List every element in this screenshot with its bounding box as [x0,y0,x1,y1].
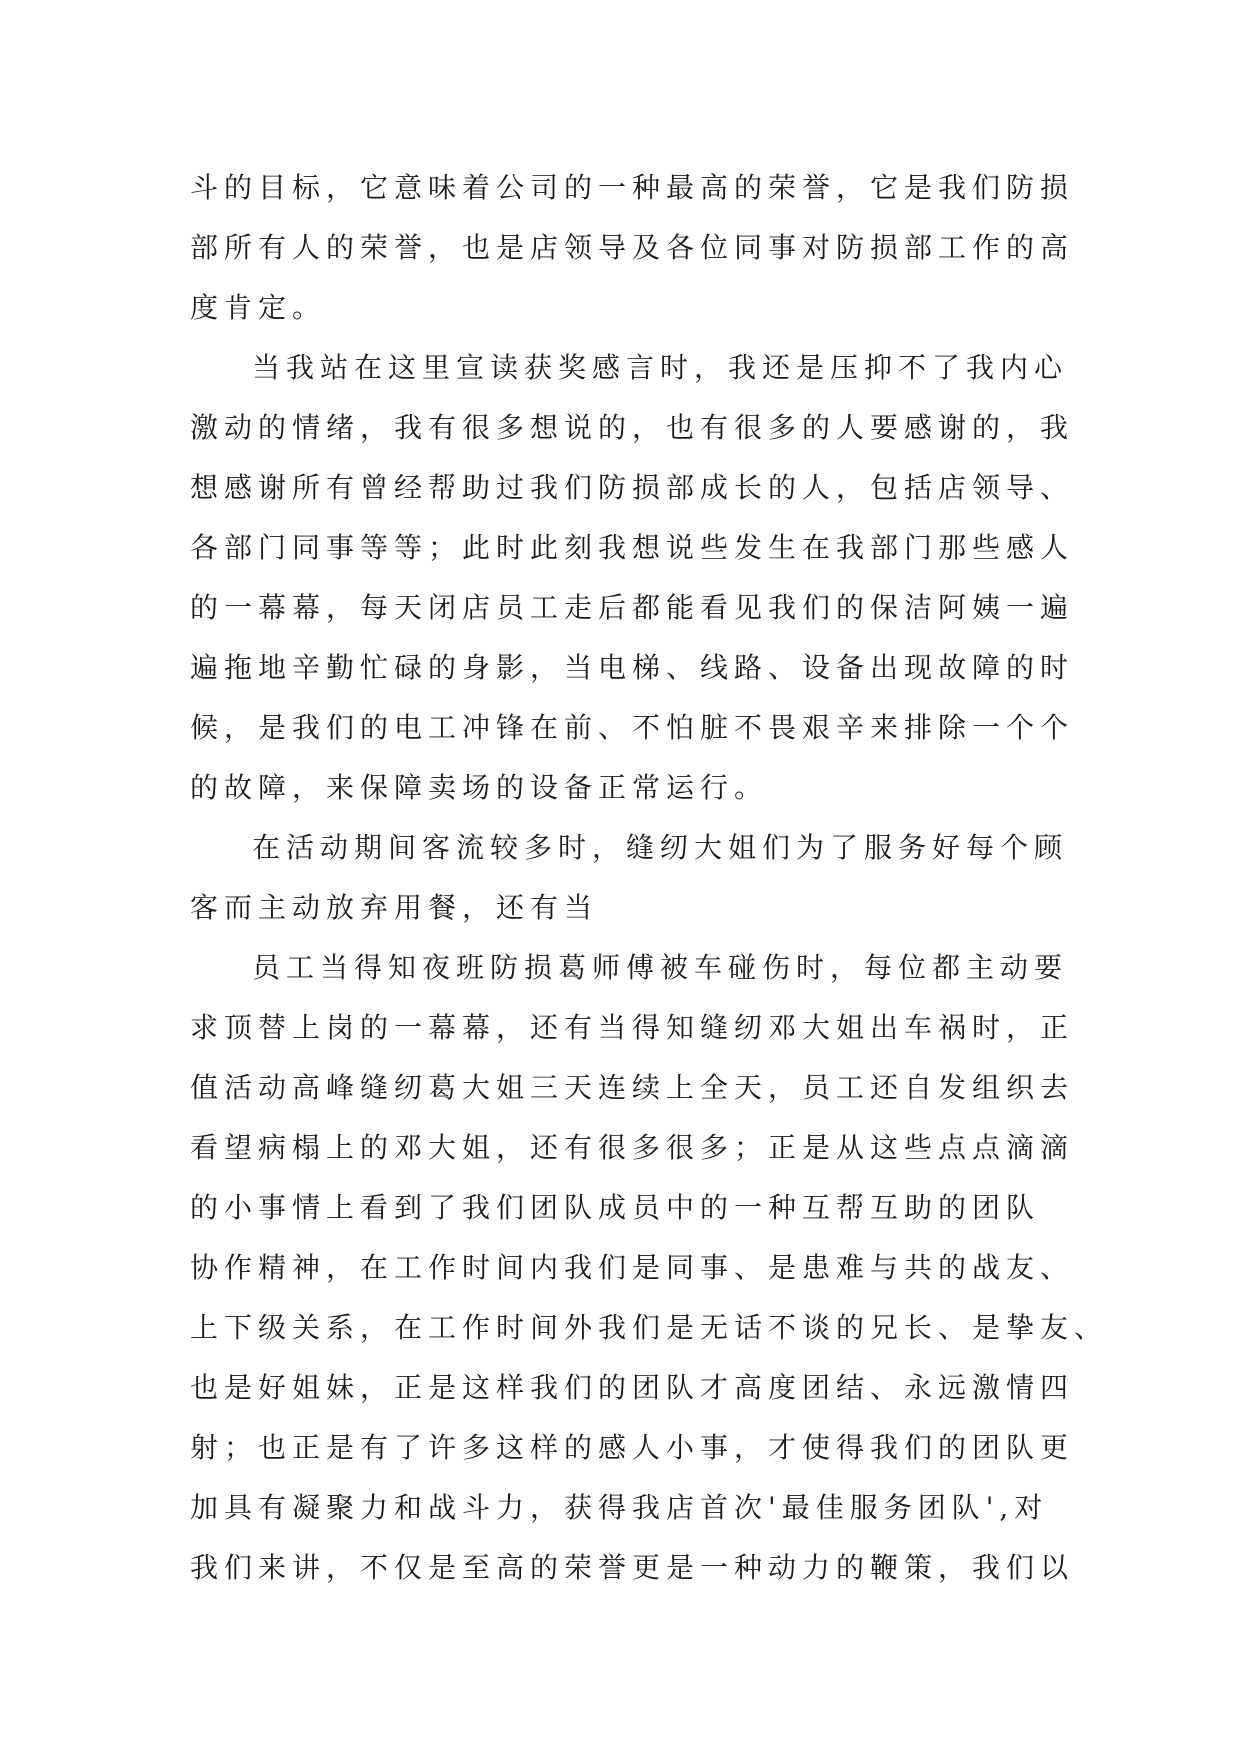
text-line: 值活动高峰缝纫葛大姐三天连续上全天，员工还自发组织去 [190,1071,1075,1104]
text-line: 的一幕幕，每天闭店员工走后都能看见我们的保洁阿姨一遍 [190,591,1075,624]
text-line: 部所有人的荣誉，也是店领导及各位同事对防损部工作的高 [190,231,1075,264]
paragraph-first-line: 当我站在这里宣读获奖感言时，我还是压抑不了我内心 [252,351,1069,384]
document-body [190,158,1109,1598]
text-line: 协作精神，在工作时间内我们是同事、是患难与共的战友、 [190,1251,1075,1284]
paragraph-first-line: 员工当得知夜班防损葛师傅被车碰伤时，每位都主动要 [252,951,1069,984]
text-line: 度肯定。 [190,291,327,324]
text-line: 我们来讲，不仅是至高的荣誉更是一种动力的鞭策，我们以 [190,1551,1075,1584]
text-line: 遍拖地辛勤忙碌的身影，当电梯、线路、设备出现故障的时 [190,651,1075,684]
text-line: 也是好姐妹，正是这样我们的团队才高度团结、永远激情四 [190,1371,1075,1404]
text-line: 射；也正是有了许多这样的感人小事，才使得我们的团队更 [190,1431,1075,1464]
text-line: 的小事情上看到了我们团队成员中的一种互帮互助的团队 [190,1191,1041,1224]
text-line: 求顶替上岗的一幕幕，还有当得知缝纫邓大姐出车祸时，正 [190,1011,1075,1044]
text-line: 的故障，来保障卖场的设备正常运行。 [190,771,769,804]
text-line: 客而主动放弃用餐，还有当 [190,891,599,924]
text-line: 斗的目标，它意味着公司的一种最高的荣誉，它是我们防损 [190,171,1075,204]
text-line: 看望病榻上的邓大姐，还有很多很多；正是从这些点点滴滴 [190,1131,1075,1164]
text-line: 候，是我们的电工冲锋在前、不怕脏不畏艰辛来排除一个个 [190,711,1075,744]
text-line: 上下级关系，在工作时间外我们是无话不谈的兄长、是挚友、 [190,1311,1109,1344]
text-line: 激动的情绪，我有很多想说的，也有很多的人要感谢的，我 [190,411,1075,444]
text-line: 加具有凝聚力和战斗力，获得我店首次'最佳服务团队',对 [190,1491,1049,1524]
text-line: 各部门同事等等；此时此刻我想说些发生在我部门那些感人 [190,531,1075,564]
text-line: 想感谢所有曾经帮助过我们防损部成长的人，包括店领导、 [190,471,1075,504]
paragraph-first-line: 在活动期间客流较多时，缝纫大姐们为了服务好每个顾 [252,831,1069,864]
